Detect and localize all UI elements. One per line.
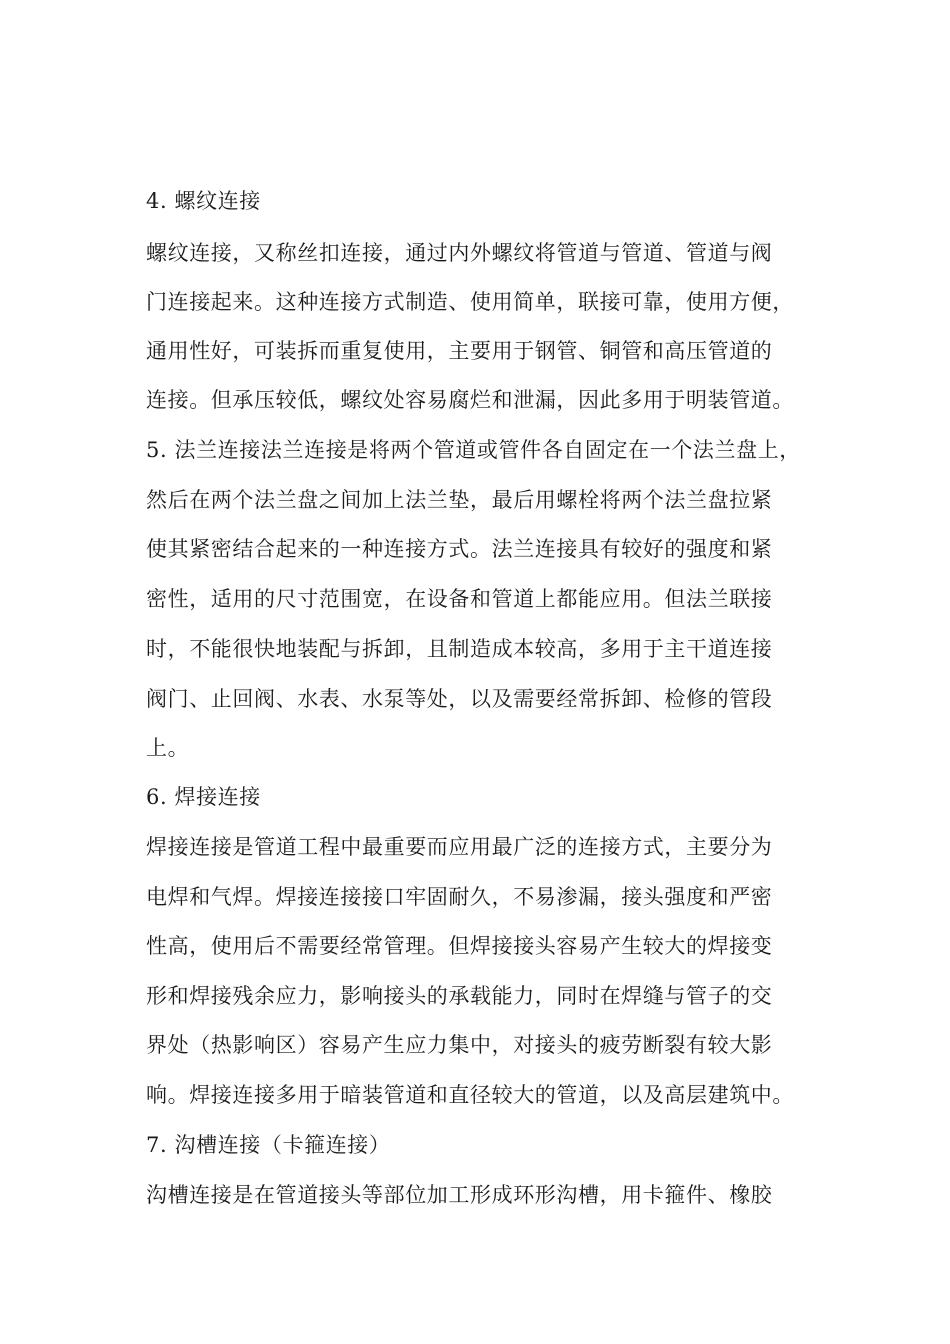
section-heading-7: 7. 沟槽连接（卡箍连接） bbox=[146, 1133, 391, 1157]
paragraph-line: 时，不能很快地装配与拆卸，且制造成本较高，多用于主干道连接 bbox=[146, 637, 773, 661]
paragraph-line: 使其紧密结合起来的一种连接方式。法兰连接具有较好的强度和紧 bbox=[146, 537, 773, 561]
paragraph-line: 阀门、止回阀、水表、水泵等处，以及需要经常拆卸、检修的管段 bbox=[146, 687, 773, 711]
paragraph-line: 螺纹连接，又称丝扣连接，通过内外螺纹将管道与管道、管道与阀 bbox=[146, 241, 773, 265]
paragraph-line: 通用性好，可装拆而重复使用，主要用于钢管、铜管和高压管道的 bbox=[146, 339, 773, 363]
paragraph-line: 形和焊接残余应力，影响接头的承载能力，同时在焊缝与管子的交 bbox=[146, 984, 773, 1008]
section-heading-4: 4. 螺纹连接 bbox=[146, 189, 261, 213]
paragraph-line: 响。焊接连接多用于暗装管道和直径较大的管道，以及高层建筑中。 bbox=[146, 1083, 794, 1107]
paragraph-line: 密性，适用的尺寸范围宽，在设备和管道上都能应用。但法兰联接 bbox=[146, 587, 773, 611]
paragraph-line: 沟槽连接是在管道接头等部位加工形成环形沟槽，用卡箍件、橡胶 bbox=[146, 1183, 773, 1207]
paragraph-line: 性高，使用后不需要经常管理。但焊接接头容易产生较大的焊接变 bbox=[146, 934, 773, 958]
section-heading-5: 5. 法兰连接法兰连接是将两个管道或管件各自固定在一个法兰盘上， bbox=[146, 438, 801, 462]
paragraph-line: 电焊和气焊。焊接连接接口牢固耐久，不易渗漏，接头强度和严密 bbox=[146, 885, 773, 909]
paragraph-line: 连接。但承压较低，螺纹处容易腐烂和泄漏，因此多用于明装管道。 bbox=[146, 388, 794, 412]
paragraph-line: 门连接起来。这种连接方式制造、使用简单，联接可靠，使用方便， bbox=[146, 290, 794, 314]
section-heading-6: 6. 焊接连接 bbox=[146, 785, 261, 809]
paragraph-line: 焊接连接是管道工程中最重要而应用最广泛的连接方式，主要分为 bbox=[146, 835, 773, 859]
paragraph-line: 界处（热影响区）容易产生应力集中，对接头的疲劳断裂有较大影 bbox=[146, 1033, 773, 1057]
paragraph-line: 上。 bbox=[146, 736, 190, 760]
paragraph-line: 然后在两个法兰盘之间加上法兰垫，最后用螺栓将两个法兰盘拉紧 bbox=[146, 488, 773, 512]
